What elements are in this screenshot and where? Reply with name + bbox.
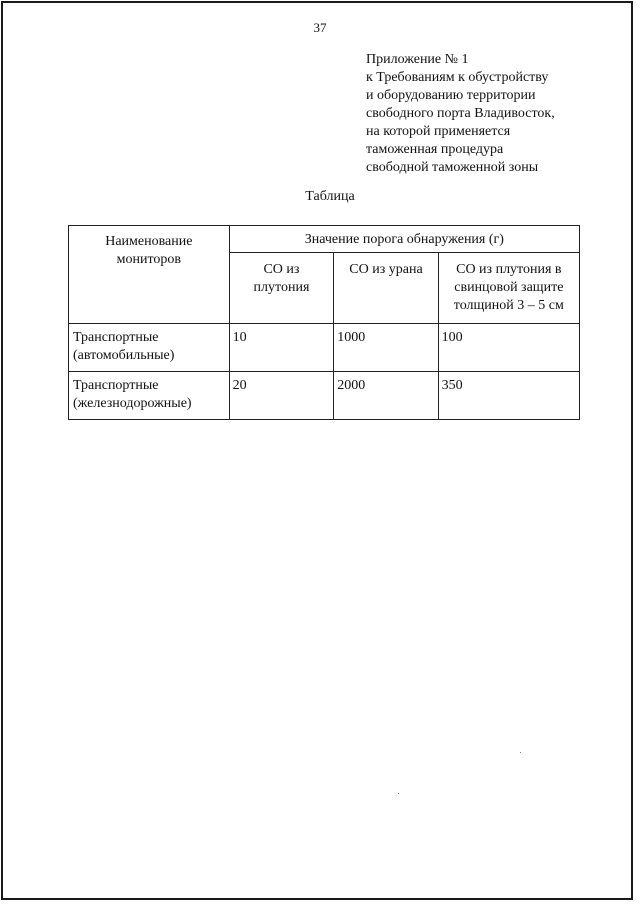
cell-uranium: 1000 <box>334 324 438 372</box>
table-row <box>69 324 580 372</box>
row-name-line: Транспортные <box>73 378 159 393</box>
row-name-line: (железнодорожные) <box>73 396 192 411</box>
row-name-line: Транспортные <box>73 330 159 345</box>
header-monitor-name <box>69 226 230 324</box>
subheader-line: плутония <box>253 280 310 295</box>
scan-speck <box>520 752 521 753</box>
row-monitor-name <box>69 324 230 372</box>
page-number: 37 <box>313 20 327 35</box>
subheader-line: свинцовой защите <box>454 280 564 295</box>
scan-speck <box>398 793 399 794</box>
cell-plutonium: 20 <box>229 372 334 420</box>
header-threshold-group: Значение порога обнаружения (г) <box>229 226 579 253</box>
cell-plutonium: 10 <box>229 324 334 372</box>
appendix-line: на которой применяется <box>366 124 511 139</box>
appendix-line: таможенная процедура <box>366 142 504 157</box>
table-title: Таблица <box>305 189 355 204</box>
row-name-line: (автомобильные) <box>73 348 175 363</box>
cell-plutonium-shielded: 350 <box>438 372 579 420</box>
row-monitor-name <box>69 372 230 420</box>
subheader-line: толщиной 3 – 5 см <box>453 298 564 313</box>
appendix-line: к Требованиям к обустройству <box>366 70 549 85</box>
appendix-line: Приложение № 1 <box>366 52 469 67</box>
header-name-line: Наименование <box>105 234 193 249</box>
subheader-plutonium <box>229 253 334 324</box>
subheader-line: СО из <box>263 262 300 277</box>
cell-plutonium-shielded: 100 <box>438 324 579 372</box>
subheader-uranium <box>334 253 438 324</box>
appendix-line: свободного порта Владивосток, <box>366 106 555 121</box>
threshold-table <box>68 225 580 420</box>
subheader-line: СО из плутония в <box>456 262 562 277</box>
appendix-heading <box>366 51 555 177</box>
subheader-plutonium-shielded <box>438 253 579 324</box>
table-row <box>69 372 580 420</box>
cell-uranium: 2000 <box>334 372 438 420</box>
appendix-line: и оборудованию территории <box>366 88 536 103</box>
appendix-line: свободной таможенной зоны <box>366 160 539 175</box>
table-header-row <box>69 226 580 253</box>
header-name-line: мониторов <box>116 252 182 267</box>
subheader-line: СО из урана <box>349 262 423 277</box>
